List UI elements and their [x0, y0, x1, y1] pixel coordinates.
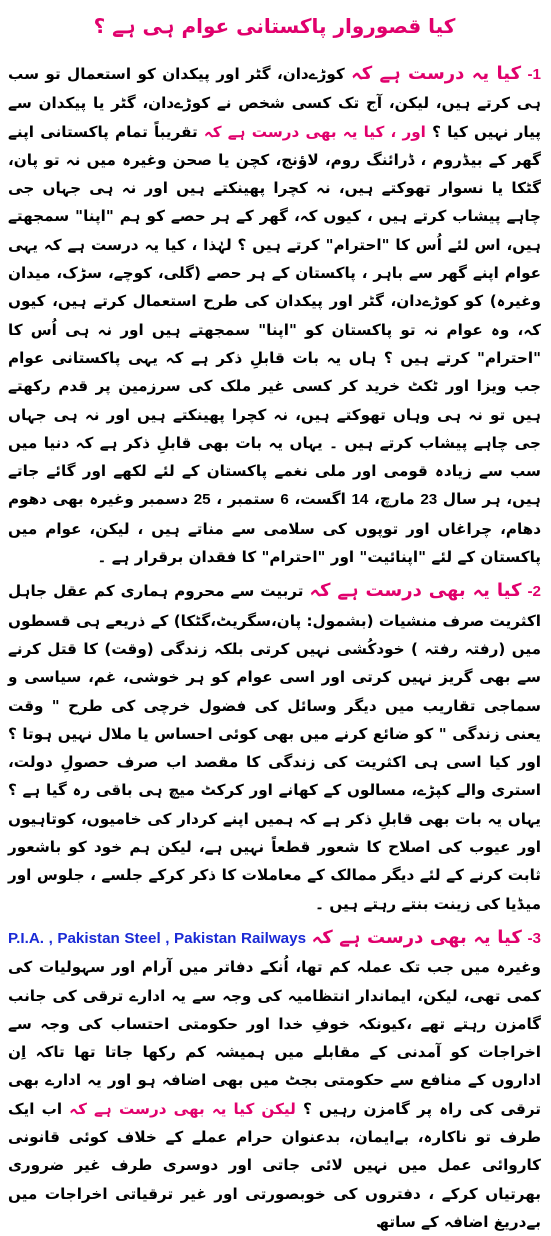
page-title: کیا قصوروار پاکستانی عوام ہی ہے ؟ [93, 14, 456, 38]
date-day-6: 6 [280, 491, 289, 509]
paragraph-3-text-b: اب ایک طرف تو ناکارہ، بےایمان، بدعنوان حرام عملے کے خلاف کوئی قانونی کاروائی عمل میں نہیں لائی جاتی اور دوسری طرف غیر ضروری بھرتیاں کرکے ، دفتروں کی خوبصورتی اور غیر ترقیاتی اخراجات میں بےدریغ اضافہ کے ساتھ [8, 1099, 541, 1231]
paragraph-3-text-a: وغیرہ میں جب تک عملہ کم تھا، اُنکے دفاتر میں آرام اور سہولیات کی کمی تھی، لیکن، ایماندار انتظامیہ کی وجہ سے یہ ادارے ترقی کی جانب گامزن رہتے تھے ،کیونکہ خوفِ خدا اور حکومتی احتساب کی وجہ سے اخراجات کو آمدنی کے مقابلے میں ہمیشہ کم رکھا جاتا تھا تاکہ اِن اداروں کے منافع سے حکومتی بجٹ میں بھی اضافہ ہو اور یہ ادارے بھی ترقی کی راہ پر گامزن رہیں ؟ [8, 958, 541, 1118]
date-day-23: 23 [420, 491, 438, 509]
organizations-list: P.I.A. , Pakistan Steel , Pakistan Railways [8, 929, 307, 947]
date-day-14: 14 [351, 491, 369, 509]
date-month-september: ستمبر ، [216, 490, 275, 509]
paragraph-1-text-a: کوڑےدان، گٹر اور پیکدان کو استعمال تو سب ہی کرتے ہیں، لیکن، آج تک کسی شخص نے کوڑےدان، گٹر یا پیکدان سے پیار نہیں کیا ؟ [8, 65, 542, 141]
date-month-march: مارچ، [374, 490, 415, 509]
date-day-25: 25 [193, 491, 211, 509]
paragraph-2 [8, 577, 541, 918]
date-month-august: اگست، [294, 490, 346, 509]
paragraph-1-question: اور ، کیا یہ بھی درست ہے کہ [203, 122, 426, 141]
paragraph-1-heading: کیا یہ درست ہے کہ [351, 63, 522, 84]
paragraph-3-heading: کیا یہ بھی درست ہے کہ [311, 926, 522, 948]
paragraph-3-number: 3- [527, 929, 541, 947]
paragraph-1-number: 1- [527, 66, 541, 83]
paragraph-1 [8, 60, 541, 571]
paragraph-3-question: لیکن کیا یہ بھی درست ہے کہ [69, 1099, 296, 1118]
paragraph-3 [8, 924, 541, 1236]
paragraph-1-text-b: تقریباً تمام پاکستانی اپنے گھر کے بیڈروم ، ڈرائنگ روم، لاؤنج، کچن یا صحن وغیرہ میں نہ تو پان، گٹکا یا نسوار تھوکتے ہیں، نہ کچرا پھینکتے ہیں اور نہ ہی جہاں جی چاہے پیشاب کرتے ہیں ، کیوں کہ، گھر کے ہر حصے کو ہم "اپنا" سمجھتے ہیں، اس لئے اُس کا "احترام" کرتے ہیں ؟ لہٰذا ، کیا یہ درست ہے کہ یہی عوام اپنے گھر سے باہر ، پاکستان کے ہر حصے (گلی، کوچے، سڑک، میدان وغیرہ) کو کوڑےدان، گٹر اور پیکدان کی طرح استعمال کرتے ہیں، کیوں کہ، وہ عوام نہ تو پاکستان کو "اپنا" سمجھتے ہیں اور نہ ہی اُس کا "احترام" کرتے ہیں ؟ ہاں یہ بات قابلِ ذکر ہے کہ یہی پاکستانی عوام جب ویزا اور ٹکٹ خرید کر کسی غیر ملک کی سرزمین پر قدم رکھتے ہیں تو نہ ہی وہاں تھوکتے ہیں، نہ کچرا پھینکتے ہیں اور نہ ہی جہاں جی چاہے پیشاب کرتے ہیں ۔ یہاں یہ بات بھی قابلِ ذکر ہے کہ دنیا میں سب سے زیادہ قومی اور ملی نغمے پاکستان کے لئے لکھے اور گائے جاتے ہیں، ہر سال [8, 122, 541, 509]
paragraph-2-number: 2- [527, 583, 541, 601]
paragraph-1-text-c: دسمبر وغیرہ بھی دھوم دھام، چراغاں اور توپوں کی سلامی سے مناتے ہیں ، لیکن، عوام میں پاکستان کے لئے "اپنائیت" اور "احترام" کا فقدان برقرار ہے ۔ [8, 490, 541, 567]
paragraph-2-text: تربیت سے محروم ہماری کم عقل جاہل اکثریت صرف منشیات (بشمول: پان،سگریٹ،گٹکا) کے ذریعے ہی قسطوں میں (رفتہ رفتہ ) خودکُشی نہیں کرتی بلکہ زندگی (وقت) کا قتل کرنے سے بھی گریز نہیں کرتی اور اسی عوام کو ہر خوشی، غم، سیاسی و سماجی تقاریب میں دیگر وسائل کی فضول خرچی کی طرح " وقت یعنی زندگی " کو ضائع کرنے میں بھی کوئی احساس یا ملال نہیں ہوتا ؟ اور کیا اسی ہی اکثریت کی زندگی کا مقصد اب صرف حصولِ دولت، استری والے کپڑے، مسالوں کے کھانے اور کرکٹ میچ ہی باقی رہ گیا ہے ؟ یہاں یہ بات بھی قابلِ ذکر ہے کہ ہمیں اپنے کردار کی خامیوں، کوتاہیوں اور عیوب کی اصلاح کا شعور قطعاً نہیں ہے، لیکن ہم خود کو باشعور ثابت کرنے کے لئے دیگر ممالک کے معاملات کا ذکر کرکے جلسے ، جلوس اور میڈیا کی زینت بنتے رہتے ہیں ۔ [8, 582, 541, 913]
paragraph-2-heading: کیا یہ بھی درست ہے کہ [309, 580, 522, 602]
